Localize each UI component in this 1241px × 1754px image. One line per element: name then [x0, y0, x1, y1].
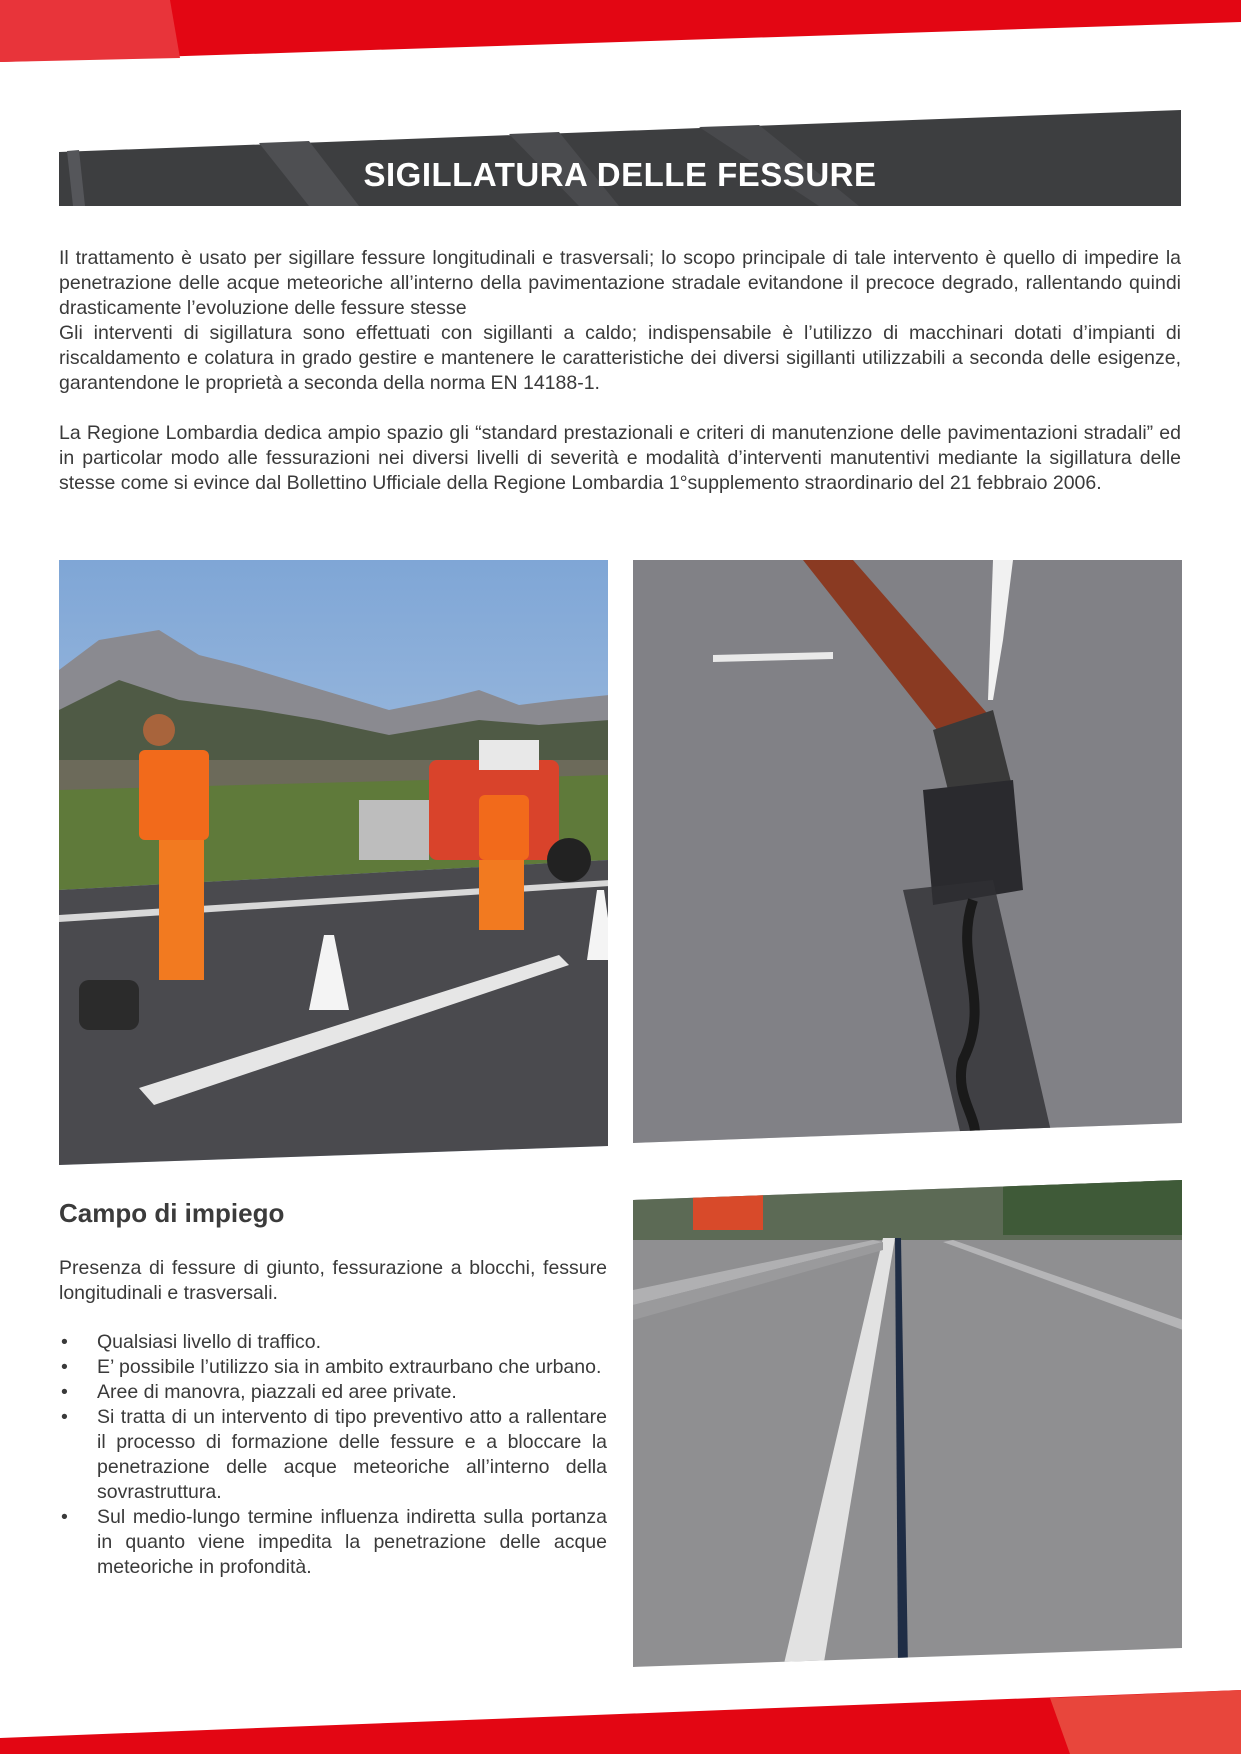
page-title: SIGILLATURA DELLE FESSURE — [363, 156, 877, 193]
photo-sealed-road — [633, 1180, 1183, 1668]
intro-paragraph-2: Gli interventi di sigillatura sono effettuati con sigillanti a caldo; indispensabile è l’utilizzo di macchinari dotati d’impianti di riscaldamento e colatura in grado gestire e mantenere le caratteristiche dei diversi sigillanti utilizzabili a seconda delle esigenze, garantendone le proprietà a seconda della norma EN 14188-1. — [59, 322, 1181, 394]
top-red-band — [0, 0, 1241, 64]
intro-paragraph-1: Il trattamento è usato per sigillare fessure longitudinali e trasversali; lo scopo principale di tale intervento è quello di impedire la penetrazione delle acque meteoriche all’interno della pavimentazione stradale evitandone il precoce degrado, rallentando quindi drasticamente l’evoluzione delle fessure stesse — [59, 247, 1181, 319]
bottom-red-band — [0, 1690, 1241, 1754]
list-item: • Aree di manovra, piazzali ed aree private. — [59, 1380, 607, 1405]
list-item: • E’ possibile l’utilizzo sia in ambito extraurbano che urbano. — [59, 1355, 607, 1380]
intro-text — [59, 246, 1181, 396]
section-title-campo: Campo di impiego — [59, 1198, 285, 1228]
photo-sealing-nozzle — [633, 560, 1183, 1144]
intro-paragraph-3: La Regione Lombardia dedica ampio spazio gli “standard prestazionali e criteri di manutenzione delle pavimentazioni stradali” ed in particolar modo alle fessurazioni nei diversi livelli di severità e modalità d’interventi manutentivi mediante la sigillatura delle stesse come si evince dal Bollettino Ufficiale della Regione Lombardia 1°supplemento straordinario del 21 febbraio 2006. — [59, 422, 1181, 494]
list-item: • Sul medio-lungo termine influenza indiretta sulla portanza in quanto viene impedita la penetrazione delle acque meteoriche in profondità. — [59, 1505, 607, 1580]
list-item: • Si tratta di un intervento di tipo preventivo atto a rallentare il processo di formazione delle fessure e a bloccare la penetrazione delle acque meteoriche all’interno della sovrastruttura. — [59, 1405, 607, 1505]
list-item: • Qualsiasi livello di traffico. — [59, 1330, 607, 1355]
campo-intro: Presenza di fessure di giunto, fessurazione a blocchi, fessure longitudinali e trasversali. — [59, 1257, 607, 1304]
campo-bullet-list — [59, 1330, 607, 1580]
photo-workers-road — [59, 560, 609, 1166]
